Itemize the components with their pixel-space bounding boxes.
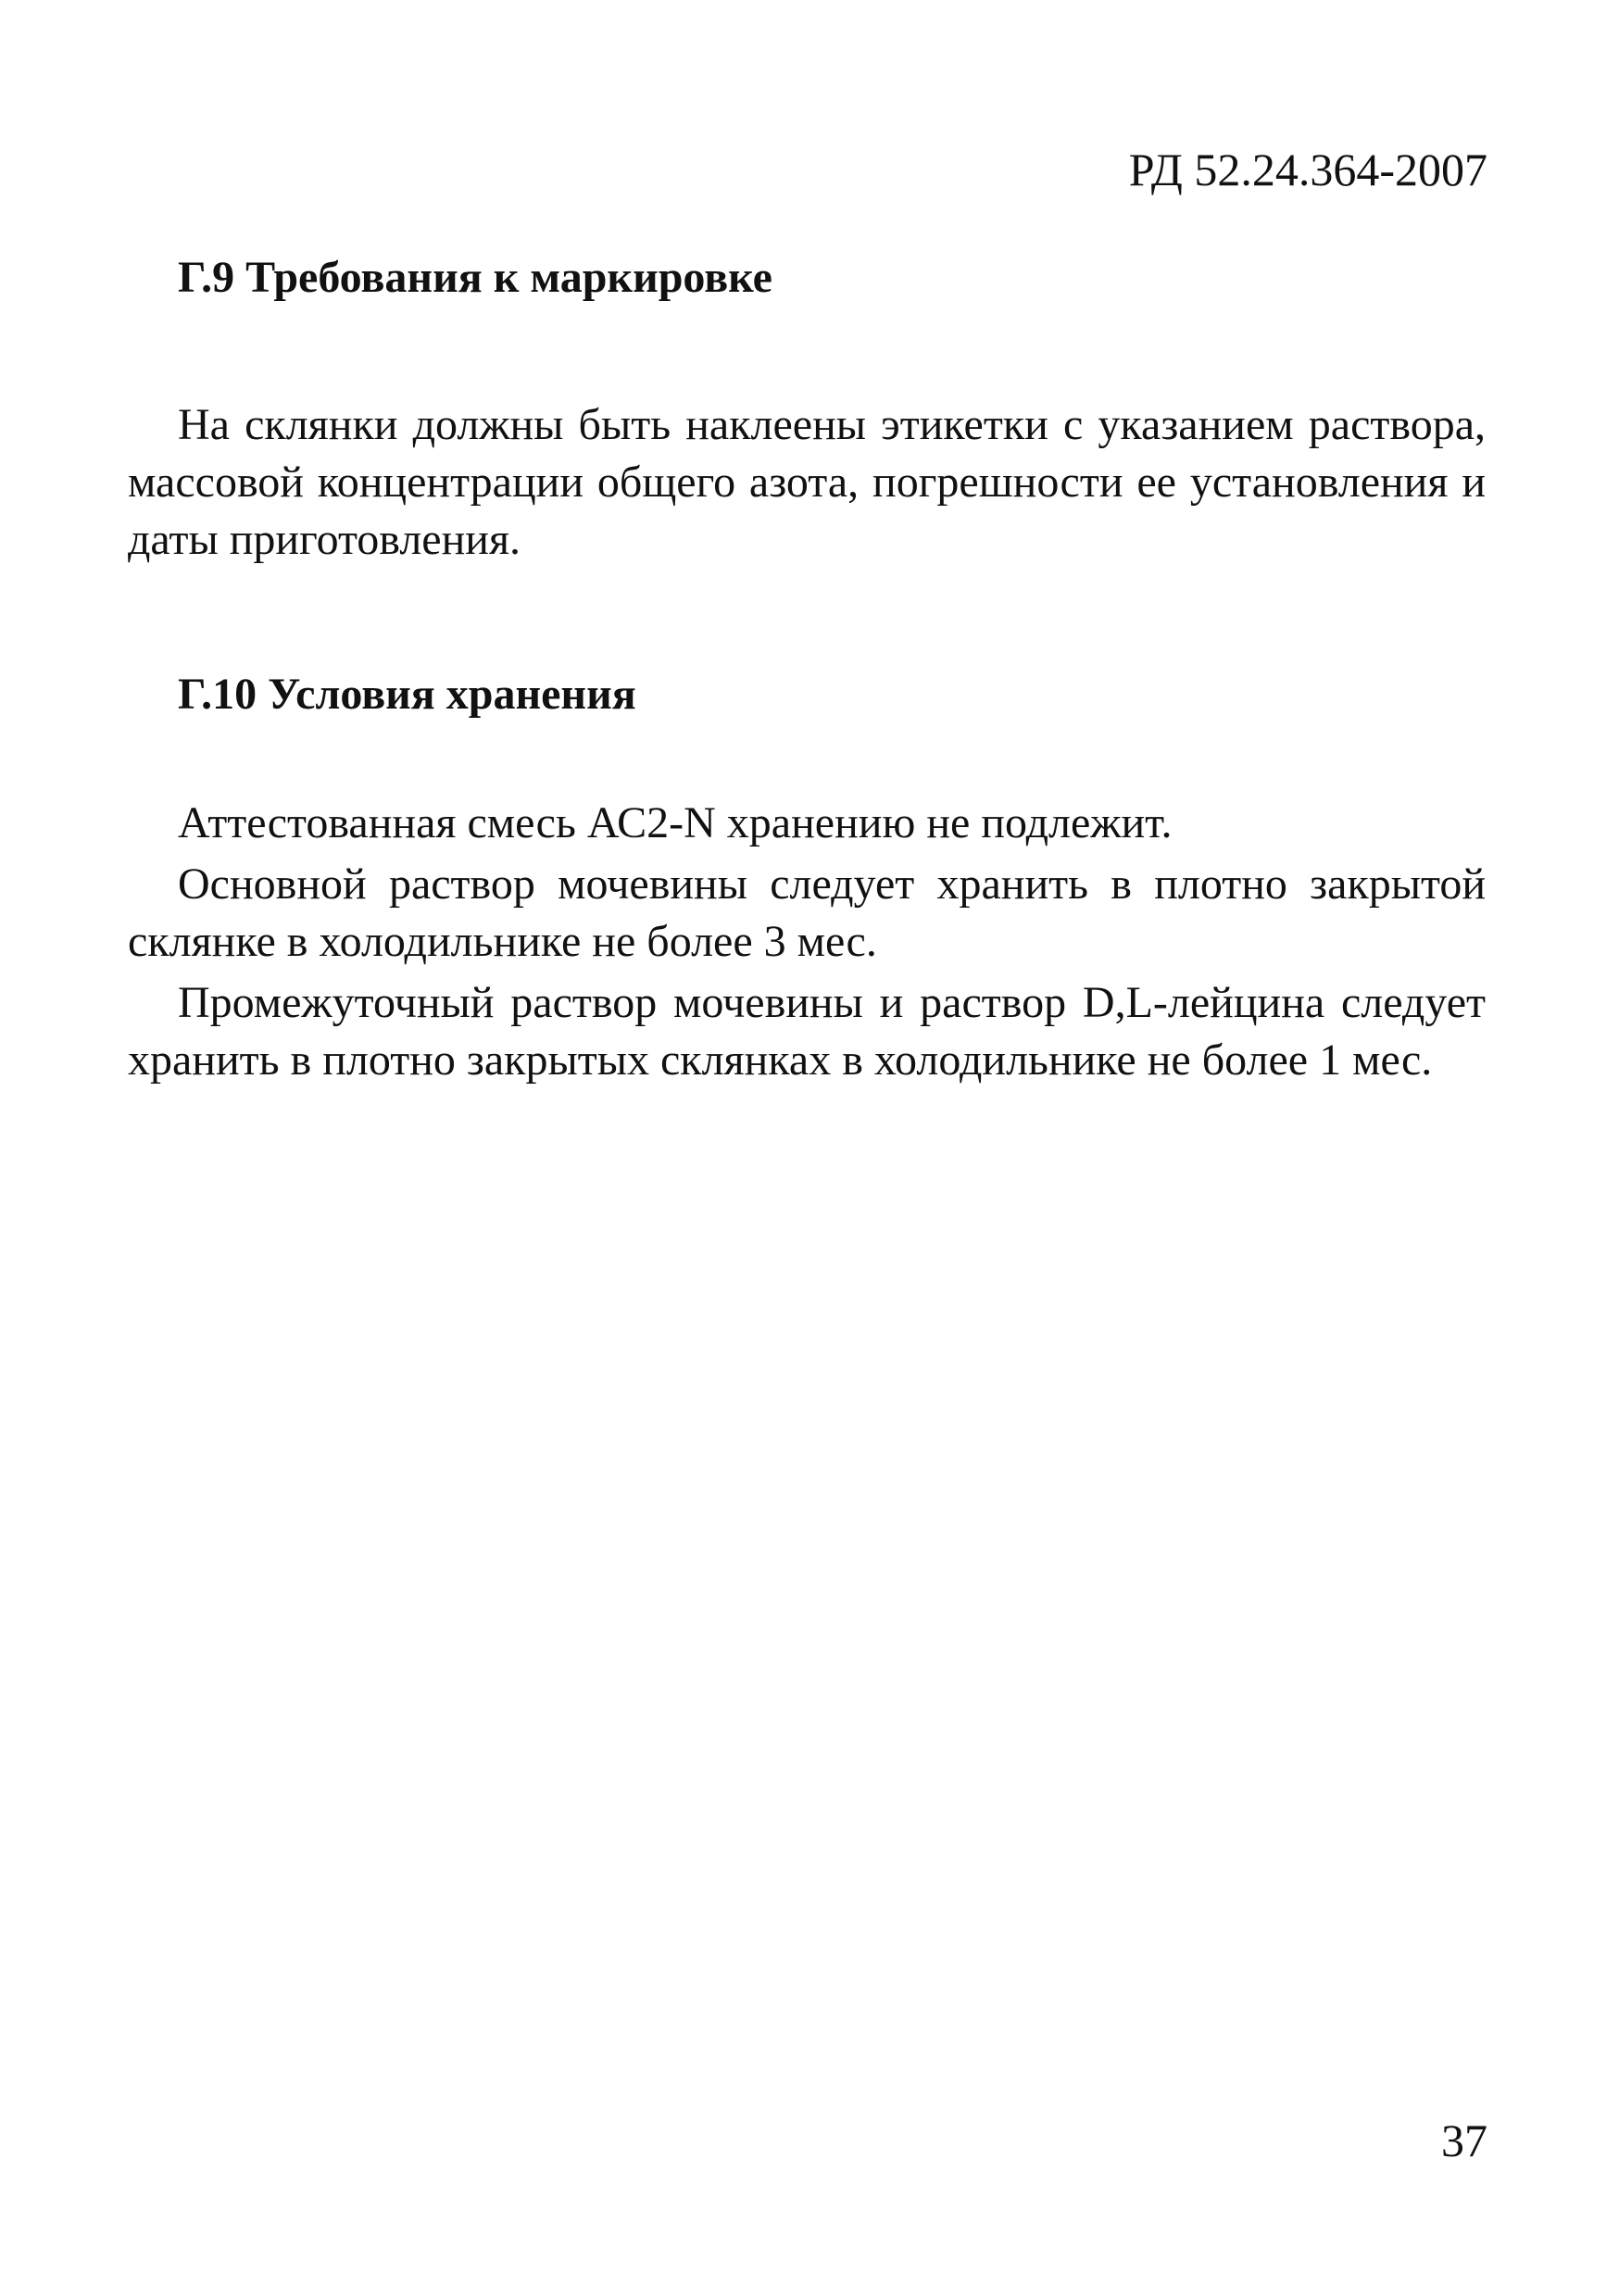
page-number: 37 <box>1441 2114 1487 2166</box>
page-content <box>128 252 1486 1089</box>
paragraph-storage-mixture: Аттестованная смесь АС2-N хранению не подлежит. <box>178 798 1173 847</box>
paragraph-marking-requirements: На склянки должны быть наклеены этикетки с указанием раствора, массовой концентрации общего азота, погрешности ее установления и даты приготовления. <box>128 400 1486 564</box>
section-heading-marking: Г.9 Требования к маркировке <box>178 253 772 302</box>
paragraph-storage-intermediate-solution: Промежуточный раствор мочевины и раствор D,L-лейцина следует хранить в плотно закрытых склянках в холодильнике не более 1 мес. <box>128 978 1486 1085</box>
section-heading-storage: Г.10 Условия хранения <box>178 670 636 719</box>
document-code: РД 52.24.364-2007 <box>1128 144 1487 195</box>
paragraph-storage-main-solution: Основной раствор мочевины следует хранить в плотно закрытой склянке в холодильнике не более 3 мес. <box>128 859 1486 966</box>
